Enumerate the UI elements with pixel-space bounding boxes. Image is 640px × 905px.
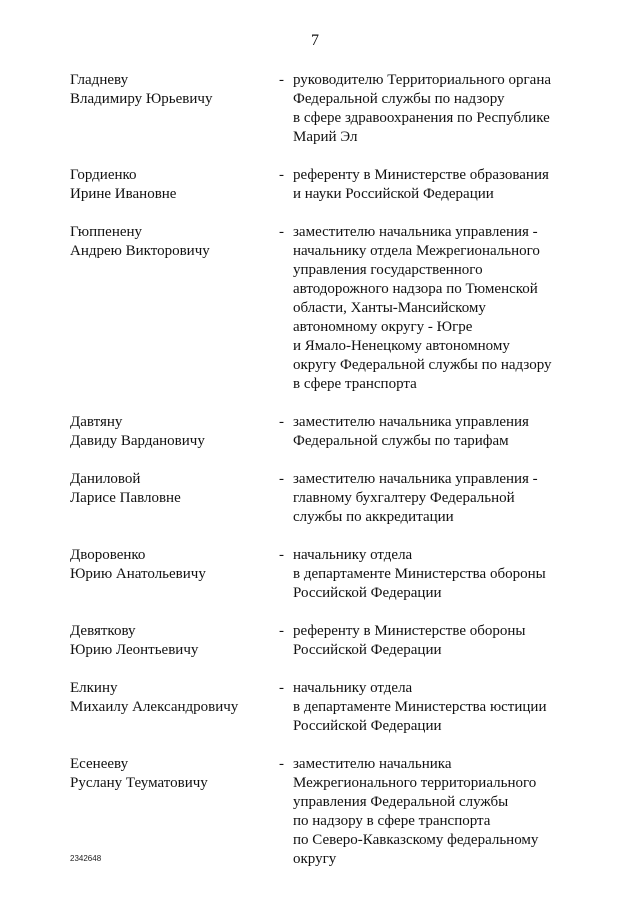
list-item <box>0 413 640 451</box>
position-line: по Северо-Кавказскому федеральному <box>293 832 539 848</box>
position-line: начальнику отдела <box>293 680 413 696</box>
person-name <box>70 166 270 204</box>
position-line: референту в Министерстве образования <box>293 167 549 183</box>
position-line: Федеральной службы по тарифам <box>293 433 509 449</box>
person-name <box>70 223 270 261</box>
dash-separator: - <box>279 414 284 430</box>
position-text <box>293 71 583 147</box>
position-line: в сфере транспорта <box>293 376 417 392</box>
position-line: управления Федеральной службы <box>293 794 509 810</box>
surname: Дворовенко <box>70 547 146 563</box>
position-line: службы по аккредитации <box>293 509 454 525</box>
given-names: Юрию Анатольевичу <box>70 566 206 582</box>
list-item <box>0 470 640 527</box>
list-item <box>0 755 640 869</box>
position-line: начальнику отдела Межрегионального <box>293 243 540 259</box>
position-line: заместителю начальника управления <box>293 414 529 430</box>
position-line: Российской Федерации <box>293 718 442 734</box>
list-item <box>0 166 640 204</box>
dash-separator: - <box>279 72 284 88</box>
position-line: заместителю начальника управления - <box>293 224 538 240</box>
person-name <box>70 622 270 660</box>
surname: Гладневу <box>70 72 129 88</box>
position-line: в сфере здравоохранения по Республике <box>293 110 550 126</box>
position-text <box>293 546 583 603</box>
position-line: области, Ханты-Мансийскому <box>293 300 486 316</box>
position-text <box>293 622 583 660</box>
position-line: по надзору в сфере транспорта <box>293 813 491 829</box>
surname: Давтяну <box>70 414 123 430</box>
given-names: Давиду Вардановичу <box>70 433 205 449</box>
person-name <box>70 470 270 508</box>
dash-separator: - <box>279 167 284 183</box>
dash-separator: - <box>279 547 284 563</box>
position-text <box>293 679 583 736</box>
position-line: Российской Федерации <box>293 585 442 601</box>
position-line: Федеральной службы по надзору <box>293 91 505 107</box>
position-text <box>293 755 583 869</box>
position-text <box>293 470 583 527</box>
list-item <box>0 223 640 394</box>
dash-separator: - <box>279 623 284 639</box>
position-line: руководителю Территориального органа <box>293 72 552 88</box>
position-line: и Ямало-Ненецкому автономному <box>293 338 510 354</box>
position-line: заместителю начальника управления - <box>293 471 538 487</box>
position-line: в департаменте Министерства обороны <box>293 566 546 582</box>
position-line: референту в Министерстве обороны <box>293 623 526 639</box>
given-names: Юрию Леонтьевичу <box>70 642 199 658</box>
position-line: и науки Российской Федерации <box>293 186 494 202</box>
surname: Гюппенену <box>70 224 143 240</box>
given-names: Ларисе Павловне <box>70 490 181 506</box>
dash-separator: - <box>279 756 284 772</box>
position-line: автодорожного надзора по Тюменской <box>293 281 538 297</box>
appointment-list <box>0 71 640 888</box>
given-names: Андрею Викторовичу <box>70 243 210 259</box>
position-text <box>293 413 583 451</box>
position-line: заместителю начальника <box>293 756 452 772</box>
list-item <box>0 71 640 147</box>
position-line: в департаменте Министерства юстиции <box>293 699 547 715</box>
person-name <box>70 546 270 584</box>
position-line: Российской Федерации <box>293 642 442 658</box>
given-names: Ирине Ивановне <box>70 186 177 202</box>
position-line: управления государственного <box>293 262 483 278</box>
position-line: автономному округу - Югре <box>293 319 473 335</box>
dash-separator: - <box>279 680 284 696</box>
position-line: Межрегионального территориального <box>293 775 537 791</box>
list-item <box>0 622 640 660</box>
surname: Даниловой <box>70 471 141 487</box>
surname: Елкину <box>70 680 118 696</box>
dash-separator: - <box>279 224 284 240</box>
position-line: округу <box>293 851 337 867</box>
position-line: начальнику отдела <box>293 547 413 563</box>
person-name <box>70 71 270 109</box>
dash-separator: - <box>279 471 284 487</box>
given-names: Владимиру Юрьевичу <box>70 91 213 107</box>
position-line: Марий Эл <box>293 129 358 145</box>
position-line: округу Федеральной службы по надзору <box>293 357 552 373</box>
person-name <box>70 755 270 793</box>
given-names: Михаилу Александровичу <box>70 699 239 715</box>
position-line: главному бухгалтеру Федеральной <box>293 490 515 506</box>
surname: Гордиенко <box>70 167 137 183</box>
position-text <box>293 223 583 394</box>
list-item <box>0 679 640 736</box>
given-names: Руслану Теуматовичу <box>70 775 208 791</box>
surname: Девяткову <box>70 623 136 639</box>
page-number: 7 <box>311 32 319 49</box>
person-name <box>70 679 270 717</box>
list-item <box>0 546 640 603</box>
person-name <box>70 413 270 451</box>
surname: Есенееву <box>70 756 129 772</box>
position-text <box>293 166 583 204</box>
document-code: 2342648 <box>70 854 102 863</box>
